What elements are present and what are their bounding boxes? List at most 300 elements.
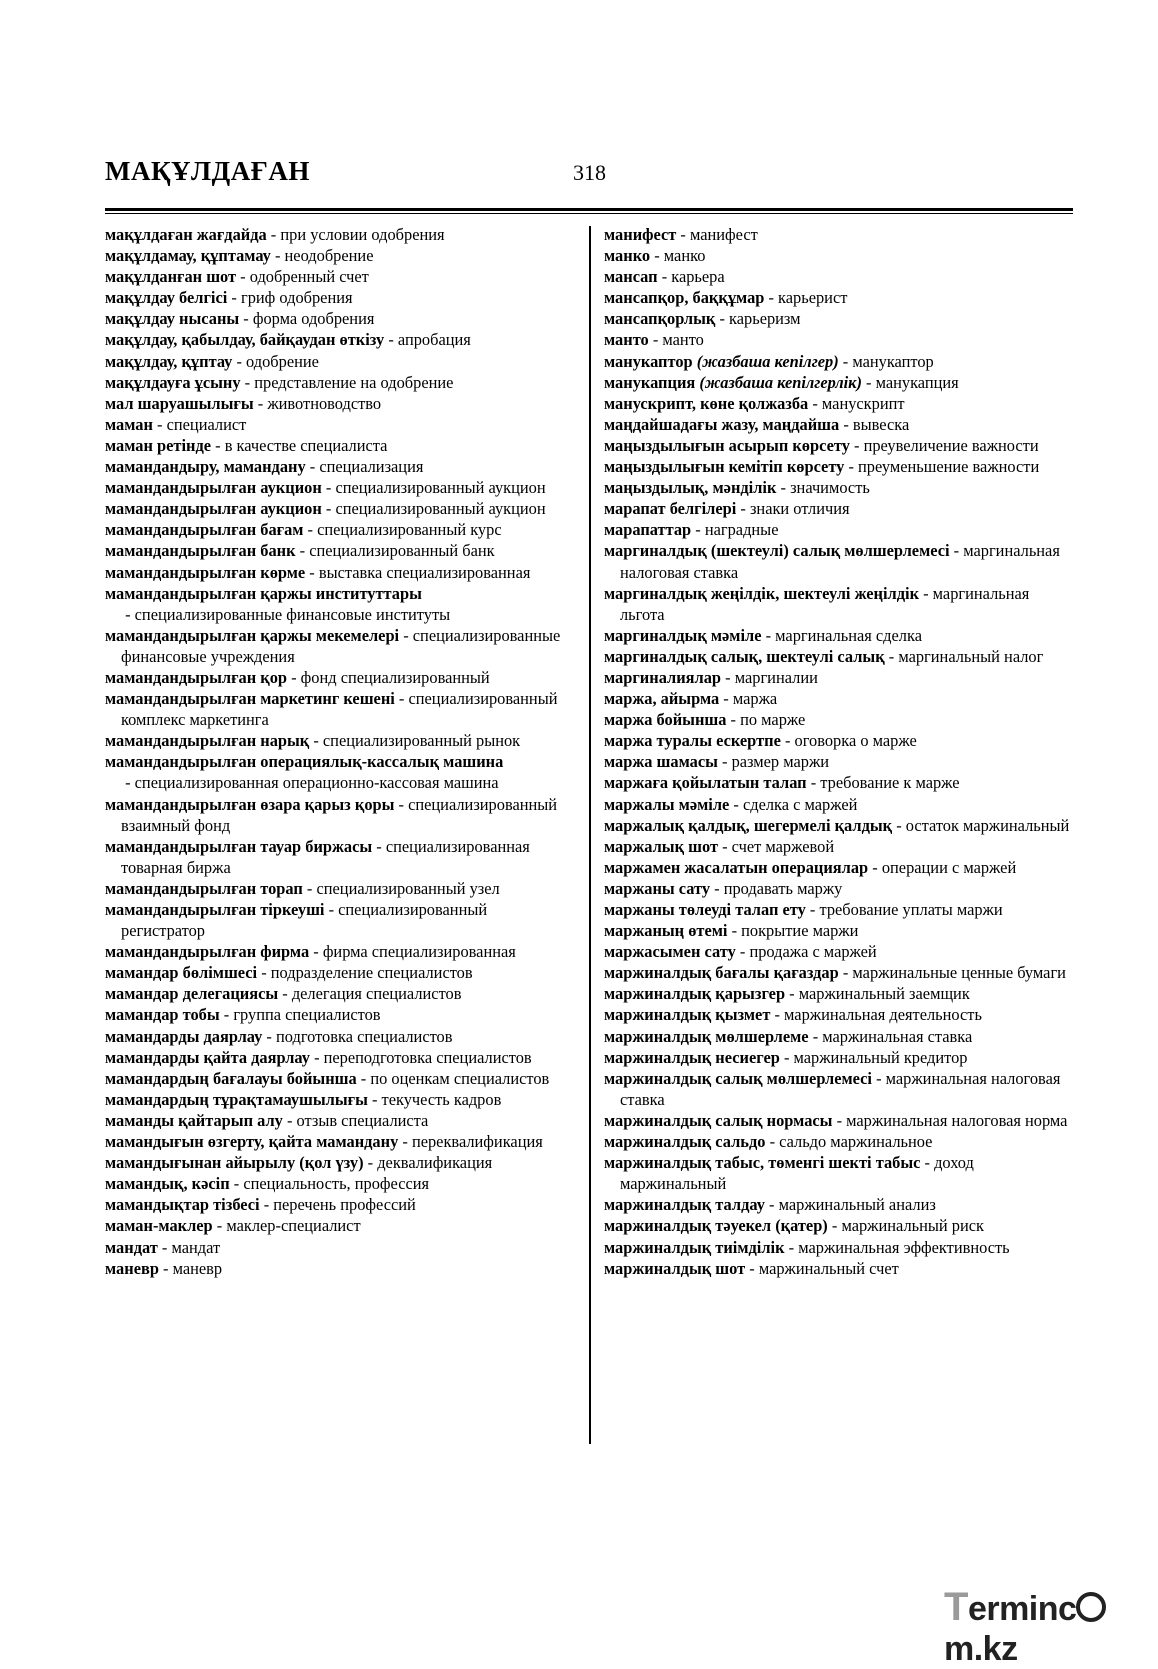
entry-translation: требование уплаты маржи — [819, 900, 1003, 919]
entry-term: маңыздылығын асырып көрсету — [604, 435, 850, 455]
entry-translation: животноводство — [267, 393, 382, 413]
dictionary-entry — [105, 372, 570, 393]
entry-term: мамандық, кәсіп — [105, 1174, 230, 1194]
entry-translation: маржинальный счет — [758, 1258, 899, 1278]
entry-separator: - — [780, 731, 795, 751]
logo-text-end: m.kz — [944, 1630, 1018, 1668]
entry-separator: - — [726, 710, 741, 730]
entry-term: мамандар бөлімшесі — [105, 963, 258, 983]
entry-translation: маржа — [732, 689, 778, 709]
entry-separator: - — [839, 414, 853, 434]
dictionary-entry — [604, 1110, 1072, 1131]
entry-translation: специализированный банк — [309, 541, 495, 561]
entry-translation: подготовка специалистов — [275, 1026, 453, 1046]
entry-translation: делегация специалистов — [291, 984, 462, 1004]
dictionary-entry — [604, 1215, 1072, 1236]
dictionary-entry — [105, 1131, 570, 1152]
entry-term: маргиналдық салық, шектеулі салық — [604, 646, 885, 666]
entry-translation: переквалификация — [411, 1132, 543, 1152]
entry-term: мамандандырылған маркетинг кешені — [105, 689, 395, 709]
entry-separator: - — [691, 520, 705, 540]
dictionary-entry — [604, 456, 1072, 477]
entry-term: маржиналдық салық нормасы — [604, 1110, 833, 1130]
entry-translation: маржинальная ставка — [822, 1026, 973, 1046]
dictionary-entry — [105, 1068, 570, 1089]
entry-term: манукаптор — [604, 351, 693, 371]
entry-translation: манко — [663, 246, 706, 266]
entry-translation: специализация — [319, 457, 424, 477]
dictionary-entry — [604, 477, 1072, 498]
entry-translation: выставка специализированная — [318, 562, 531, 582]
entry-separator: - — [302, 878, 317, 898]
dictionary-entry — [604, 1237, 1072, 1258]
entry-separator: - — [715, 309, 730, 329]
dictionary-entry — [604, 709, 1072, 730]
entry-term: маржасымен сату — [604, 942, 736, 962]
entry-translation: маневр — [172, 1258, 223, 1278]
dictionary-entry — [105, 329, 570, 350]
entry-term: мамандар тобы — [105, 1005, 220, 1025]
dictionary-entry — [105, 1089, 570, 1110]
entry-separator: - — [949, 541, 964, 561]
entry-translation: специализированная операционно-кассовая машина — [134, 773, 499, 793]
dictionary-entry — [105, 962, 570, 983]
entry-translation: маржинальный риск — [841, 1216, 984, 1236]
entry-separator: - — [871, 1068, 886, 1088]
entry-separator: - — [321, 478, 336, 498]
dictionary-entry — [604, 815, 1072, 836]
entry-term: мамандарды қайта даярлау — [105, 1047, 310, 1067]
entry-term: маржалы мәміле — [604, 794, 730, 814]
entry-translation: представление на одобрение — [254, 372, 454, 392]
entry-translation: фирма специализированная — [322, 942, 516, 962]
entry-translation: наградные — [704, 520, 779, 540]
entry-term: маржиналдық талдау — [604, 1195, 765, 1215]
dictionary-entry — [604, 941, 1072, 962]
dictionary-entry — [604, 583, 1072, 625]
entry-separator: - — [920, 1153, 935, 1173]
entry-separator: - — [157, 1237, 172, 1257]
entry-separator: - — [309, 1047, 324, 1067]
dictionary-entry — [604, 1047, 1072, 1068]
dictionary-entry — [105, 983, 570, 1004]
entry-translation: перечень профессий — [273, 1195, 416, 1215]
dictionary-entry — [105, 1258, 570, 1279]
entry-separator: - — [158, 1258, 173, 1278]
dictionary-entry — [604, 266, 1072, 287]
entry-separator: - — [324, 900, 339, 919]
entry-term: маржиналдық қызмет — [604, 1005, 771, 1025]
dictionary-entry — [105, 899, 570, 941]
entry-separator: - — [232, 351, 247, 371]
entry-translation: продажа с маржей — [749, 942, 877, 962]
entry-term: мақұлдамау, құптамау — [105, 246, 271, 266]
entry-translation: маржинальный анализ — [778, 1195, 936, 1215]
entry-term: мамандардың тұрақтамаушылығы — [105, 1089, 368, 1109]
entry-term: маржиналдық шот — [604, 1258, 746, 1278]
entry-separator: - — [729, 794, 743, 814]
dictionary-entry — [604, 920, 1072, 941]
entry-translation: специалист — [166, 414, 247, 434]
entry-term: мамандығын өзгерту, қайта мамандану — [105, 1132, 399, 1152]
entry-separator: - — [808, 393, 822, 413]
entry-separator: - — [266, 225, 281, 244]
dictionary-entry — [604, 688, 1072, 709]
dictionary-entry — [105, 351, 570, 372]
entry-separator: - — [676, 225, 690, 244]
entry-separator: - — [394, 794, 409, 814]
entry-term: мамандандырылған өзара қарыз қоры — [105, 794, 395, 814]
logo-circle-icon — [1076, 1592, 1106, 1622]
entry-translation: специализированная товарная биржа — [121, 836, 530, 877]
entry-term: манускрипт, көне қолжазба — [604, 393, 809, 413]
dictionary-entry — [105, 667, 570, 688]
entry-translation: переподготовка специалистов — [323, 1047, 532, 1067]
entry-translation: преувеличение важности — [863, 435, 1039, 455]
entry-translation: фонд специализированный — [300, 667, 490, 687]
entry-term: маржаға қойылатын талап — [604, 773, 807, 793]
entry-translation: специализированный регистратор — [121, 900, 488, 941]
entry-separator: - — [884, 646, 899, 666]
entry-term: маржаны төлеуді талап ету — [604, 900, 806, 919]
dictionary-entry — [604, 730, 1072, 751]
entry-term: маржа бойынша — [604, 710, 727, 730]
entry-separator: - — [278, 984, 292, 1004]
entry-translation: операции с маржей — [881, 857, 1017, 877]
entry-separator: - — [657, 267, 672, 287]
entry-translation: маклер-специалист — [226, 1216, 361, 1236]
entry-separator: - — [211, 435, 225, 455]
dictionary-entry — [105, 393, 570, 414]
entry-term: мансапқор, баққұмар — [604, 288, 765, 308]
entry-translation: маржинальные ценные бумаги — [852, 963, 1066, 983]
entry-translation: специализированный взаимный фонд — [121, 794, 558, 835]
entry-separator: - — [239, 309, 253, 329]
entry-term: маржаның өтемі — [604, 921, 728, 941]
entry-separator: - — [735, 942, 750, 962]
entry-separator: - — [770, 1005, 785, 1025]
entry-separator: - — [719, 689, 733, 709]
entry-translation: маржинальная налоговая норма — [846, 1110, 1068, 1130]
entry-term: мамандандырылған торап — [105, 878, 303, 898]
dictionary-entry — [105, 540, 570, 561]
dictionary-entry — [105, 1026, 570, 1047]
entry-translation: апробация — [397, 330, 471, 350]
entry-translation: карьеризм — [729, 309, 801, 329]
entry-separator: - — [367, 1089, 382, 1109]
entry-translation: карьера — [671, 267, 725, 287]
entry-term: манифест — [604, 225, 677, 244]
dictionary-entry — [105, 456, 570, 477]
entry-separator: - — [718, 836, 732, 856]
dictionary-entry — [604, 751, 1072, 772]
entry-separator: - — [152, 414, 167, 434]
entry-term: маржа туралы ескертпе — [604, 731, 781, 751]
dictionary-entry — [604, 962, 1072, 983]
entry-translation: специализированный аукцион — [335, 499, 546, 519]
dictionary-entry — [105, 941, 570, 962]
entry-translation: форма одобрения — [252, 309, 375, 329]
dictionary-entry — [604, 794, 1072, 815]
entry-separator: - — [808, 1026, 823, 1046]
entry-separator: - — [356, 1068, 371, 1088]
dictionary-entry — [604, 435, 1072, 456]
entry-translation: покрытие маржи — [741, 921, 859, 941]
dictionary-entry — [105, 583, 570, 625]
entry-term: мамандандырылған қаржы институттары — [105, 583, 422, 603]
entry-separator: - — [721, 667, 735, 687]
page-header-title: МАҚҰЛДАҒАН — [105, 156, 310, 186]
left-column — [105, 224, 570, 1279]
dictionary-entry — [604, 772, 1072, 793]
dictionary-entry — [604, 308, 1072, 329]
entry-separator: - — [236, 267, 250, 287]
entry-separator: - — [219, 1005, 234, 1025]
logo-text-middle: erminc — [967, 1590, 1077, 1628]
entry-separator: - — [384, 330, 398, 350]
entry-term: мамандандырылған операциялық-кассалық машина — [105, 752, 504, 772]
dictionary-entry — [105, 730, 570, 751]
entry-translation: манифест — [689, 225, 758, 244]
entry-separator: - — [303, 520, 318, 540]
entry-term: маргиналдық (шектеулі) салық мөлшерлемесі — [604, 541, 950, 561]
entry-term: мақұлдау белгісі — [105, 288, 228, 308]
entry-translation: подразделение специалистов — [270, 963, 473, 983]
entry-separator: - — [849, 435, 864, 455]
dictionary-entry — [105, 1237, 570, 1258]
column-divider — [589, 226, 591, 1444]
dictionary-entry — [604, 857, 1072, 878]
dictionary-entry — [604, 393, 1072, 414]
dictionary-entry — [105, 519, 570, 540]
dictionary-entry — [105, 1173, 570, 1194]
entry-translation: манускрипт — [821, 393, 905, 413]
entry-term: маржиналдық бағалы қағаздар — [604, 963, 839, 983]
entry-translation: преуменьшение важности — [858, 457, 1040, 477]
dictionary-entry — [105, 794, 570, 836]
entry-separator: - — [305, 562, 319, 582]
entry-translation: маржинальная налоговая ставка — [620, 1068, 1061, 1109]
entry-translation: манто — [662, 330, 704, 350]
entry-separator: - — [776, 478, 791, 498]
entry-translation: знаки отличия — [749, 499, 850, 519]
entry-term: маман-маклер — [105, 1216, 213, 1236]
entry-term: мамандандырылған тауар биржасы — [105, 836, 373, 856]
right-column — [604, 224, 1072, 1279]
entry-translation: остаток маржинальный — [905, 815, 1070, 835]
entry-separator: - — [121, 773, 135, 793]
entry-term: мақұлдау, қабылдау, байқаудан өткізу — [105, 330, 385, 350]
entry-separator: - — [398, 1132, 412, 1152]
entry-translation: карьерист — [778, 288, 848, 308]
entry-term: маржа, айырма — [604, 689, 720, 709]
entry-separator: - — [321, 499, 336, 519]
dictionary-entry — [105, 477, 570, 498]
entry-separator: - — [270, 246, 285, 266]
entry-term: маржамен жасалатын операциялар — [604, 857, 869, 877]
entry-term: мақұлдауға ұсыну — [105, 372, 241, 392]
entry-term: маманды қайтарып алу — [105, 1110, 283, 1130]
entry-term: мансап — [604, 267, 658, 287]
entry-separator: - — [648, 330, 663, 350]
entry-separator: - — [121, 604, 135, 624]
entry-separator: - — [761, 625, 776, 645]
entry-term: мамандандырылған көрме — [105, 562, 306, 582]
entry-translation: специализированный курс — [317, 520, 502, 540]
entry-term: мамандандырылған фирма — [105, 942, 310, 962]
dictionary-entry — [105, 266, 570, 287]
entry-term: маргиналдық жеңілдік, шектеулі жеңілдік — [604, 583, 920, 603]
entry-term: мамандандырылған бағам — [105, 520, 304, 540]
entry-separator: - — [832, 1110, 847, 1130]
dictionary-entry — [105, 498, 570, 519]
dictionary-entry — [105, 562, 570, 583]
entry-translation: гриф одобрения — [240, 288, 353, 308]
entry-term: маржиналдық табыс, төменгі шекті табыс — [604, 1153, 921, 1173]
entry-separator: - — [838, 963, 853, 983]
entry-term: мамандандырылған қаржы мекемелері — [105, 625, 400, 645]
dictionary-entry — [604, 625, 1072, 646]
entry-term: марапат белгілері — [604, 499, 737, 519]
entry-term: маржалық қалдық, шегермелі қалдық — [604, 815, 893, 835]
entry-term: маңыздылығын кемітіп көрсету — [604, 457, 845, 477]
dictionary-entry — [604, 1026, 1072, 1047]
entry-separator: - — [717, 752, 732, 772]
entry-translation: неодобрение — [284, 246, 374, 266]
entry-translation: маргинальная льгота — [620, 583, 1030, 624]
entry-term: маржиналдық несиегер — [604, 1047, 780, 1067]
entry-term: мақұлданған шот — [105, 267, 237, 287]
entry-separator: - — [764, 1195, 779, 1215]
dictionary-entry — [604, 1258, 1072, 1279]
entry-separator: - — [838, 351, 853, 371]
entry-translation: маргинальная сделка — [775, 625, 922, 645]
entry-separator: - — [309, 942, 323, 962]
entry-separator: - — [779, 1047, 794, 1067]
dictionary-entry — [604, 351, 1072, 372]
entry-separator: - — [784, 1237, 799, 1257]
entry-term: маргиналдық мәміле — [604, 625, 762, 645]
entry-separator: - — [229, 1174, 244, 1194]
entry-term: мамандандыру, мамандану — [105, 457, 306, 477]
entry-separator: - — [805, 900, 820, 919]
entry-term: маржиналдық мөлшерлеме — [604, 1026, 809, 1046]
dictionary-entry — [604, 224, 1072, 245]
entry-separator: - — [736, 499, 750, 519]
entry-separator: - — [868, 857, 882, 877]
dictionary-entry — [604, 414, 1072, 435]
entry-separator: - — [727, 921, 742, 941]
entry-separator: - — [710, 878, 724, 898]
dictionary-entry — [105, 414, 570, 435]
dictionary-entry — [604, 1194, 1072, 1215]
entry-translation: доход маржинальный — [620, 1153, 974, 1194]
entry-term: маржа шамасы — [604, 752, 718, 772]
dictionary-entry — [105, 245, 570, 266]
entry-translation: группа специалистов — [233, 1005, 381, 1025]
entry-term: мандат — [105, 1237, 158, 1257]
entry-separator: - — [764, 288, 779, 308]
entry-translation: одобрение — [246, 351, 319, 371]
entry-term: мақұлдаған жағдайда — [105, 225, 267, 244]
entry-term: маңдайшадағы жазу, маңдайша — [604, 414, 840, 434]
entry-separator: - — [262, 1026, 276, 1046]
entry-separator: - — [394, 689, 409, 709]
entry-separator: - — [305, 457, 320, 477]
dictionary-entry — [604, 498, 1072, 519]
entry-translation: манукапция — [875, 372, 959, 392]
entry-separator: - — [785, 984, 799, 1004]
entry-separator: - — [227, 288, 241, 308]
logo-letter-t: T — [944, 1585, 968, 1629]
header-rule-thin — [105, 213, 1073, 214]
entry-term: манто — [604, 330, 649, 350]
entry-term: мансапқорлық — [604, 309, 716, 329]
entry-translation: маржинальная деятельность — [784, 1005, 982, 1025]
entry-term: маржалық шот — [604, 836, 718, 856]
dictionary-entry — [604, 983, 1072, 1004]
entry-translation: значимость — [790, 478, 870, 498]
entry-separator: - — [399, 625, 413, 645]
entry-term: мал шаруашылығы — [105, 393, 254, 413]
entry-term: маржиналдық салық мөлшерлемесі — [604, 1068, 872, 1088]
entry-translation: по марже — [740, 710, 806, 730]
entry-term: маман ретінде — [105, 435, 212, 455]
entry-term: мамандарды даярлау — [105, 1026, 263, 1046]
dictionary-entry — [604, 540, 1072, 582]
entry-term: маман — [105, 414, 153, 434]
entry-separator: - — [240, 372, 255, 392]
entry-separator: - — [806, 773, 821, 793]
dictionary-entry — [604, 1004, 1072, 1025]
dictionary-entry — [105, 1215, 570, 1236]
entry-separator: - — [282, 1110, 297, 1130]
entry-term: манко — [604, 246, 651, 266]
dictionary-entry — [604, 646, 1072, 667]
entry-translation: требование к марже — [820, 773, 960, 793]
entry-separator: - — [892, 815, 906, 835]
dictionary-entry — [604, 878, 1072, 899]
entry-term: мамандандырылған тіркеуші — [105, 900, 325, 919]
entry-term: маргиналиялар — [604, 667, 722, 687]
dictionary-entry — [105, 625, 570, 667]
termincom-logo — [944, 1585, 1158, 1669]
dictionary-entry — [105, 287, 570, 308]
dictionary-entry — [105, 1110, 570, 1131]
entry-separator: - — [745, 1258, 759, 1278]
entry-separator: - — [295, 541, 310, 561]
entry-separator: - — [363, 1153, 378, 1173]
entry-separator: - — [861, 372, 876, 392]
entry-translation: одобренный счет — [249, 267, 369, 287]
entry-translation: маргинальный налог — [898, 646, 1044, 666]
entry-term: маржиналдық сальдо — [604, 1132, 766, 1152]
entry-translation: маржинальный заемщик — [798, 984, 970, 1004]
entry-translation: маржинальная эффективность — [798, 1237, 1010, 1257]
dictionary-entry — [604, 372, 1072, 393]
dictionary-entry — [604, 329, 1072, 350]
dictionary-entry — [105, 308, 570, 329]
dictionary-entry — [105, 751, 570, 793]
entry-translation: специализированный рынок — [322, 731, 521, 751]
entry-translation: вывеска — [852, 414, 910, 434]
entry-term: мамандығынан айырылу (қол үзу) — [105, 1153, 364, 1173]
entry-separator: - — [372, 836, 386, 856]
entry-term: мамандандырылған аукцион — [105, 499, 322, 519]
dictionary-entry — [105, 1004, 570, 1025]
dictionary-entry — [604, 519, 1072, 540]
entry-translation: сальдо маржинальное — [779, 1132, 933, 1152]
